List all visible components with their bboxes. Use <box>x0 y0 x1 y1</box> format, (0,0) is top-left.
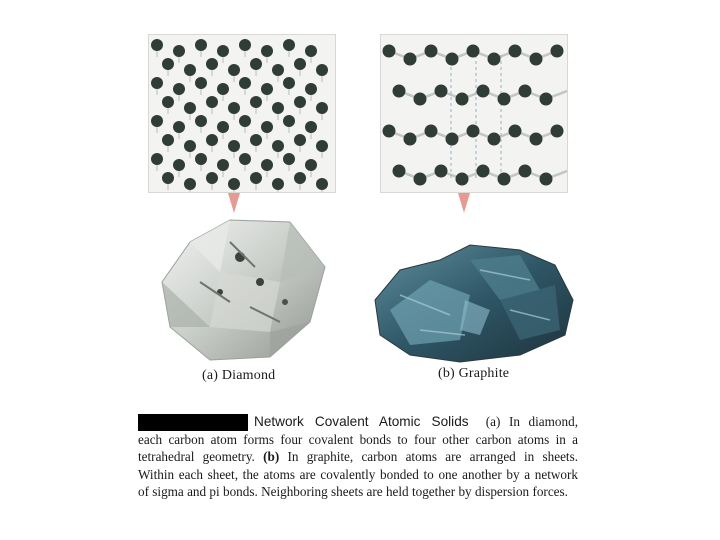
graphite-pointer <box>458 193 470 213</box>
graphite-structure-panel <box>380 34 568 193</box>
caption-heading: Network Covalent Atomic Solids <box>254 414 469 429</box>
caption-line-1 <box>138 413 578 431</box>
caption-line-3-pre: tetrahedral geometry. <box>138 449 255 464</box>
diamond-structure-panel <box>148 34 336 193</box>
caption-line-3 <box>138 448 578 466</box>
diamond-lattice-icon <box>149 35 335 192</box>
caption-line-3-post: In graphite, carbon atoms are arranged in sheets. <box>287 449 579 464</box>
caption-line-3-bold: (b) <box>263 449 280 464</box>
graphite-sheets-icon <box>381 35 567 192</box>
figure-caption-text <box>138 413 578 501</box>
caption-line-2: each carbon atom forms four covalent bonds to four other carbon atoms in a <box>138 431 578 447</box>
graphite-rock-icon <box>370 240 575 365</box>
caption-line-5: of sigma and pi bonds. Neighboring sheets are held together by dispersion forces. <box>138 484 568 499</box>
graphite-caption: (b) Graphite <box>438 366 510 381</box>
diamond-crystal-icon <box>160 212 330 362</box>
caption-line-1-rest: (a) In diamond, <box>485 414 578 429</box>
diamond-pointer <box>228 193 240 213</box>
caption-line-4: Within each sheet, the atoms are covalently bonded to one another by a network <box>138 466 578 482</box>
diamond-caption: (a) Diamond <box>202 368 276 383</box>
